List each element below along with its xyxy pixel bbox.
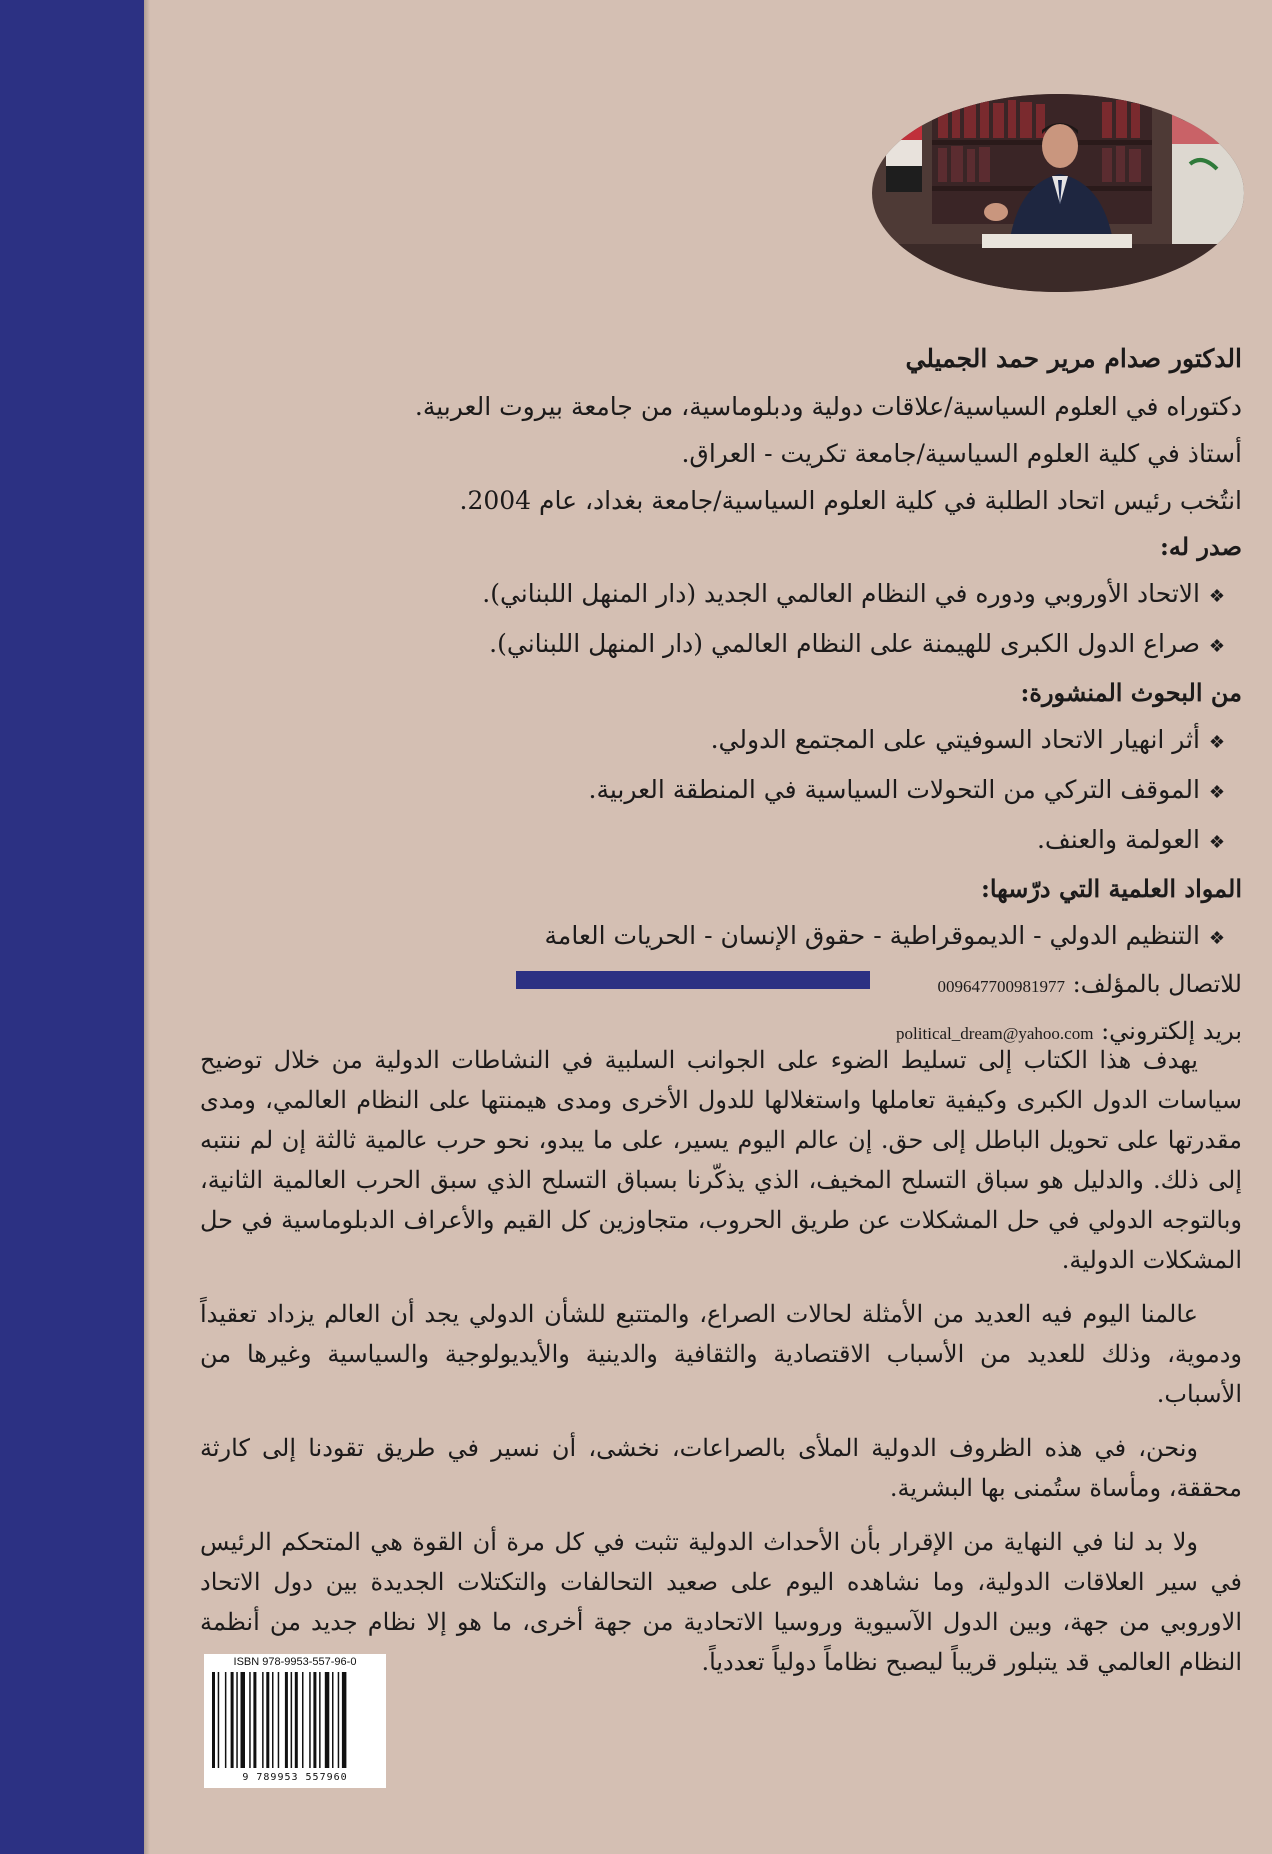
book-description (200, 1040, 1242, 1696)
diamond-bullet-icon: ❖ (1208, 928, 1226, 949)
bio-line: انتُخب رئيس اتحاد الطلبة في كلية العلوم السياسية/جامعة بغداد، عام 2004. (459, 486, 1242, 515)
published-item (190, 570, 1242, 620)
description-paragraph: ولا بد لنا في النهاية من الإقرار بأن الأحداث الدولية تثبت في كل مرة أن القوة هي المتحكم الرئيس في سير العلاقات الدولية، وما نشاهده اليوم على صعيد التحالفات والتكتلات الجديدة بين دول الاتحاد الاوروبي من جهة، وبين الدول الآسيوية وروسيا الاتحادية من جهة أخرى، ما هو إلا نظام جديد من أنظمة النظام العالمي قد يتبلور قريباً ليصبح نظاماً دولياً تعددياً. (200, 1528, 1243, 1676)
blue-divider (516, 971, 870, 989)
published-heading: صدر له: (1160, 532, 1242, 561)
courses-item-text: التنظيم الدولي - الديموقراطية - حقوق الإنسان - الحريات العامة (544, 921, 1200, 950)
contact-phone: 009647700981977 (937, 977, 1066, 996)
diamond-bullet-icon: ❖ (1208, 636, 1226, 657)
isbn-digits: 9 789953 557960 (242, 1772, 348, 1783)
published-item-text: صراع الدول الكبرى للهيمنة على النظام العالمي (دار المنهل اللبناني). (489, 629, 1200, 658)
blue-spine (0, 0, 144, 1854)
bio-line: أستاذ في كلية العلوم السياسية/جامعة تكريت - العراق. (681, 439, 1242, 468)
isbn-barcode (204, 1654, 386, 1788)
research-item (190, 716, 1242, 766)
author-photo (872, 94, 1244, 292)
research-item (190, 766, 1242, 816)
isbn-label: ISBN 978-9953-557-96-0 (233, 1656, 357, 1668)
diamond-bullet-icon: ❖ (1208, 732, 1226, 753)
author-bio (190, 335, 1242, 1056)
description-paragraph: ونحن، في هذه الظروف الدولية الملأى بالصراعات، نخشى، أن نسير في طريق تقودنا إلى كارثة محققة، ومأساة ستُمنى بها البشرية. (200, 1434, 1242, 1502)
research-item-text: الموقف التركي من التحولات السياسية في المنطقة العربية. (588, 775, 1200, 804)
description-paragraph: يهدف هذا الكتاب إلى تسليط الضوء على الجوانب السلبية في النشاطات الدولية من خلال توضيح سياسات الدول الكبرى وكيفية تعاملها واستغلالها للدول الأخرى ومدى هيمنتها على النظام العالمي، ومدى مقدرتها على تحويل الباطل إلى حق. إن عالم اليوم يسير، على ما يبدو، نحو حرب عالمية ثالثة إن لم ننتبه إلى ذلك. والدليل هو سباق التسلح المخيف، الذي يذكّرنا بسباق التسلح الذي سبق الحرب العالمية الثانية، وبالتوجه الدولي في حل المشكلات عن طريق الحروب، متجاوزين كل القيم والأعراف الدبلوماسية في حل المشكلات الدولية. (200, 1046, 1242, 1274)
spine-shadow (144, 0, 150, 1854)
diamond-bullet-icon: ❖ (1208, 586, 1226, 607)
bio-line: دكتوراه في العلوم السياسية/علاقات دولية ودبلوماسية، من جامعة بيروت العربية. (414, 392, 1242, 421)
research-heading: من البحوث المنشورة: (1020, 678, 1242, 707)
published-item (190, 620, 1242, 670)
diamond-bullet-icon: ❖ (1208, 782, 1226, 803)
author-name: الدكتور صدام مرير حمد الجميلي (905, 344, 1242, 373)
research-item-text: العولمة والعنف. (1036, 825, 1200, 854)
barcode-bars-icon (210, 1672, 380, 1770)
contact-label: للاتصال بالمؤلف: (1072, 970, 1242, 998)
courses-item (190, 912, 1242, 962)
contact-email: political_dream@yahoo.com (896, 1024, 1094, 1043)
courses-heading: المواد العلمية التي درّسها: (980, 874, 1242, 903)
description-paragraph: عالمنا اليوم فيه العديد من الأمثلة لحالات الصراع، والمتتبع للشأن الدولي يجد أن العالم يزداد تعقيداً ودموية، وذلك للعديد من الأسباب الاقتصادية والثقافية والدينية والأيديولوجية والسياسية وغيرها من الأسباب. (200, 1300, 1242, 1408)
research-item (190, 816, 1242, 866)
research-item-text: أثر انهيار الاتحاد السوفيتي على المجتمع الدولي. (710, 725, 1200, 754)
email-label: بريد إلكتروني: (1101, 1017, 1242, 1045)
diamond-bullet-icon: ❖ (1208, 832, 1226, 853)
published-item-text: الاتحاد الأوروبي ودوره في النظام العالمي الجديد (دار المنهل اللبناني). (482, 579, 1200, 608)
